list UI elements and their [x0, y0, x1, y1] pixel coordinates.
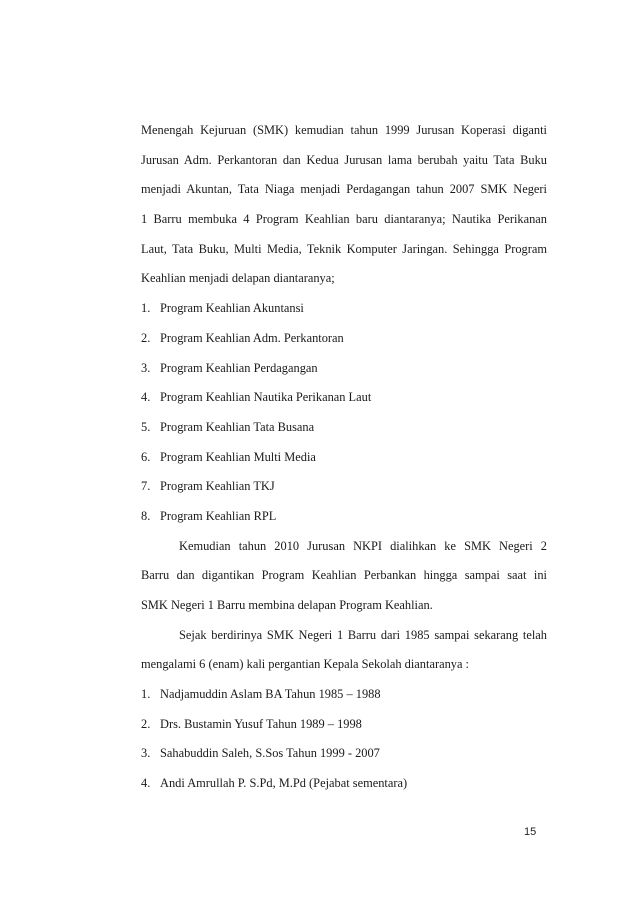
list-text: Program Keahlian Nautika Perikanan Laut [160, 390, 372, 405]
list-item [141, 443, 547, 473]
list-text: Program Keahlian TKJ [160, 479, 275, 494]
page-number: 15 [524, 826, 537, 838]
list-number: 7. [141, 479, 151, 494]
list-text: Program Keahlian Multi Media [160, 449, 316, 464]
paragraph-line: SMK Negeri 1 Barru membina delapan Program Keahlian. [141, 598, 433, 612]
list-number: 2. [141, 330, 151, 345]
list-item [141, 769, 547, 799]
list-number: 8. [141, 508, 151, 523]
list-text: Andi Amrullah P. S.Pd, M.Pd (Pejabat sementara) [160, 776, 408, 791]
list-number: 2. [141, 716, 151, 731]
list-text: Program Keahlian RPL [160, 508, 277, 523]
list-number: 5. [141, 419, 151, 434]
body-text [141, 116, 547, 799]
paragraph-line: Laut, Tata Buku, Multi Media, Teknik Komputer Jaringan. Sehingga Program [141, 241, 547, 256]
list-item [141, 324, 547, 354]
list-item [141, 502, 547, 532]
paragraph-line: menjadi Akuntan, Tata Niaga menjadi Perdagangan tahun 2007 SMK Negeri [141, 182, 547, 197]
paragraph-line: mengalami 6 (enam) kali pergantian Kepala Sekolah diantaranya : [141, 657, 469, 672]
list-item [141, 710, 547, 740]
list-item [141, 739, 547, 769]
paragraph-line: Kemudian tahun 2010 Jurusan NKPI dialihkan ke SMK Negeri 2 [179, 538, 547, 553]
paragraph-line: Keahlian menjadi delapan diantaranya; [141, 271, 335, 286]
list-text: Program Keahlian Perdagangan [160, 360, 318, 375]
list-number: 3. [141, 746, 151, 761]
list-number: 6. [141, 449, 151, 464]
list-text: Program Keahlian Adm. Perkantoran [160, 330, 344, 345]
list-number: 1. [141, 687, 151, 702]
paragraph-line: Menengah Kejuruan (SMK) kemudian tahun 1999 Jurusan Koperasi diganti [141, 123, 547, 137]
list-text: Program Keahlian Tata Busana [160, 419, 315, 434]
list-number: 4. [141, 390, 151, 405]
list-text: Sahabuddin Saleh, S.Sos Tahun 1999 - 2007 [160, 746, 380, 761]
list-item [141, 680, 547, 710]
paragraph-line: 1 Barru membuka 4 Program Keahlian baru diantaranya; Nautika Perikanan [141, 212, 547, 227]
paragraph-line: Sejak berdirinya SMK Negeri 1 Barru dari 1985 sampai sekarang telah [179, 627, 547, 642]
paragraph-line: Jurusan Adm. Perkantoran dan Kedua Jurusan lama berubah yaitu Tata Buku [141, 152, 547, 167]
list-text: Nadjamuddin Aslam BA Tahun 1985 – 1988 [160, 687, 381, 702]
list-item [141, 294, 547, 324]
list-text: Drs. Bustamin Yusuf Tahun 1989 – 1998 [160, 716, 362, 731]
list-item [141, 354, 547, 384]
list-number: 3. [141, 360, 151, 375]
list-item [141, 472, 547, 502]
paragraph-line: Barru dan digantikan Program Keahlian Perbankan hingga sampai saat ini [141, 568, 547, 583]
list-number: 4. [141, 776, 151, 791]
list-text: Program Keahlian Akuntansi [160, 301, 304, 316]
list-item [141, 413, 547, 443]
list-number: 1. [141, 301, 151, 316]
list-item [141, 383, 547, 413]
